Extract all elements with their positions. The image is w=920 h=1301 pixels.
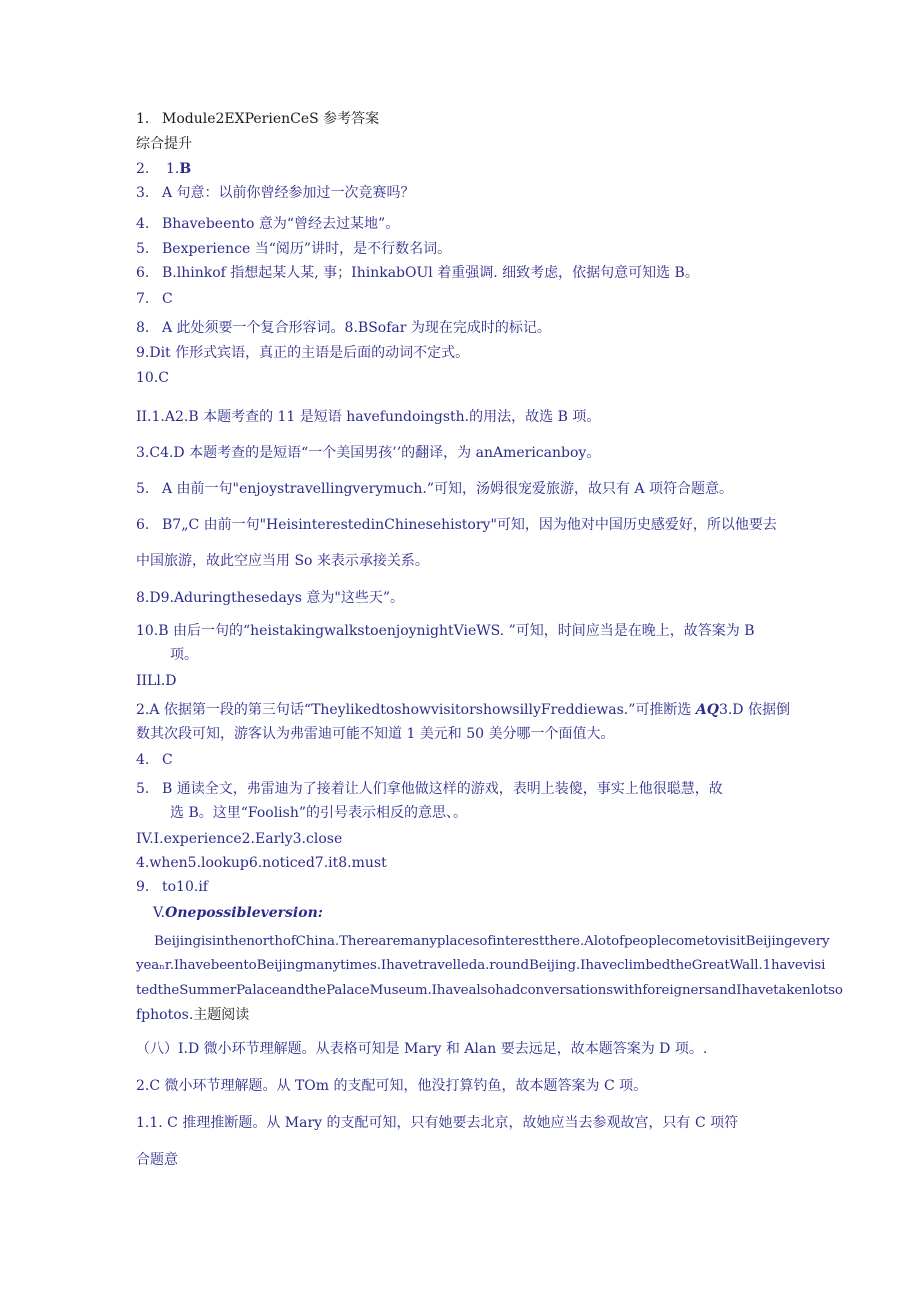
answer-line: 4.when5.lookup6.noticed7.it8.must xyxy=(136,855,387,871)
section-heading: 综合提升 xyxy=(136,136,192,152)
answer-line: 3. A 句意：以前你曾经参加过一次竞赛吗？ xyxy=(136,185,415,201)
answer-line: 2.C 微小环节理解题。从 TOm 的支配可知，他没打算钓鱼，故本题答案为 C 项。 xyxy=(136,1078,648,1094)
answer-line: 9.Dit 作形式宾语，真正的主语是后面的动词不定式。 xyxy=(136,345,470,361)
answer-line: II.1.A2.B 本题考查的 11 是短语 havefundoingsth.的用法，故选 B 项。 xyxy=(136,409,601,425)
answer-line: 合题意 xyxy=(136,1152,178,1168)
answer-line: 8.D9.Aduringthesedays 意为"这些天”。 xyxy=(136,590,405,606)
section-label: V.Onepossibleversion: xyxy=(153,905,323,921)
answer-line: 8. A 此处须要一个复合形容词。8.BSofar 为现在完成时的标记。 xyxy=(136,320,551,336)
answer-line: 7. C xyxy=(136,291,173,307)
answer-line: 选 B。这里“Foolish”的引号表示相反的意思、。 xyxy=(170,805,468,821)
answer-line: （八）I.D 微小环节理解题。从表格可知是 Mary 和 Alan 要去远足，故本题答案为 D 项。. xyxy=(136,1041,708,1057)
answer-line: 5. Bexperience 当“阅历”讲时，是不行数名词。 xyxy=(136,241,452,257)
answer-line: IV.I.experience2.Early3.close xyxy=(136,831,343,847)
answer-line: 9. to10.if xyxy=(136,879,208,895)
answer-line: 2.A 依据第一段的第三句话“TheylikedtoshowvisitorshowsillyFreddiewas.”可推断选 AQ3.D 依据倒 xyxy=(136,702,790,718)
answer-line: 5. A 由前一句"enjoystravellingverymuch.”可知，汤姆很宠爱旅游，故只有 A 项符合题意。 xyxy=(136,481,733,497)
section-label: IILl.D xyxy=(136,673,177,689)
answer-line: 6. B7„C 由前一句"HeisinterestedinChinesehistory"可知，因为他对中国历史感爱好，所以他要去 xyxy=(136,517,777,533)
essay-line: BeijingisinthenorthofChina.Therearemanyplacesofinterestthere.AlotofpeoplecometovisitBeijingevery xyxy=(154,934,830,949)
answer-line: 数其次段可知，游客认为弗雷迪可能不知道 1 美元和 50 美分哪一个面值大。 xyxy=(136,726,615,742)
answer-line: 2. 1.B xyxy=(136,161,192,177)
essay-line: yeaₙr.IhavebeentoBeijingmanytimes.Ihavetravelleda.roundBeijing.IhaveclimbedtheGreatWall.1havevisi xyxy=(136,958,826,973)
answer-line: 项。 xyxy=(170,647,198,663)
answer-line: 1.1. C 推理推断题。从 Mary 的支配可知，只有她要去北京，故她应当去参观故宫，只有 C 项符 xyxy=(136,1115,739,1131)
answer-line: 中国旅游，故此空应当用 So 来表示承接关系。 xyxy=(136,553,429,569)
answer-line: 10.C xyxy=(136,370,169,386)
essay-line: fphotos.主题阅读 xyxy=(136,1007,250,1023)
answer-line: 4. C xyxy=(136,752,173,768)
answer-line: 3.C4.D 本题考查的是短语“一个美国男孩’’的翻译，为 anAmericanboy。 xyxy=(136,445,601,461)
document-title: 1. Module2EXPerienCeS 参考答案 xyxy=(136,111,380,127)
essay-line: tedtheSummerPalaceandthePalaceMuseum.IhavealsohadconversationswithforeignersandIhavetakenlotso xyxy=(136,983,843,998)
answer-line: 10.B 由后一句的“heistakingwalkstoenjoynightVieWS. ”可知，时间应当是在晚上，故答案为 B xyxy=(136,623,755,639)
answer-line: 5. B 通读全文，弗雷迪为了接着让人们拿他做这样的游戏，表明上装傻，事实上他很聪慧，故 xyxy=(136,781,723,797)
answer-line: 4. Bhavebeento 意为“曾经去过某地”。 xyxy=(136,216,400,232)
answer-line: 6. B.lhinkof 指想起某人某, 事；IhinkabOUl 着重强调. 细致考虑，依据句意可知选 B。 xyxy=(136,265,699,281)
